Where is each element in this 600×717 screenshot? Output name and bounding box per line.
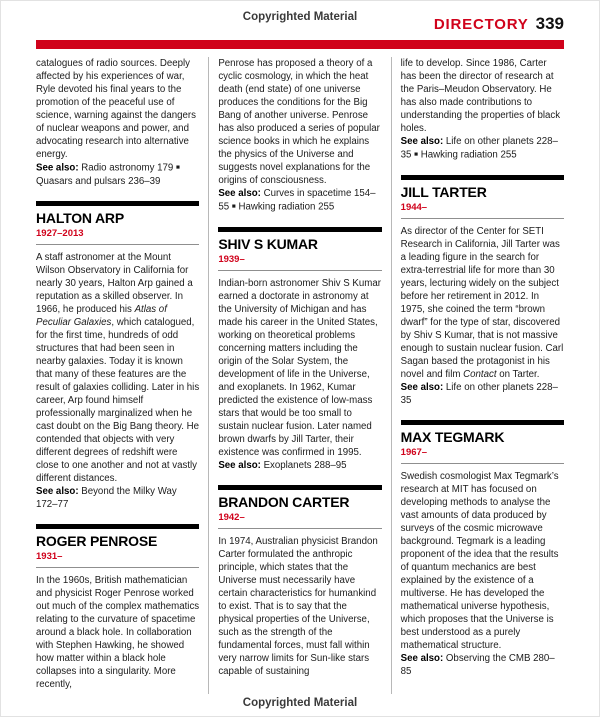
entry-header <box>36 201 199 239</box>
column-2 <box>208 57 390 694</box>
square-bullet-icon: ■ <box>414 151 419 158</box>
entry-text: Penrose has proposed a theory of a cyclic cosmology, in which the heat death (end state) of one universe produces the conditions for the Big Bang of another universe. Penrose has also produced a series of popular science books in which he explains the physics of the Universe and suggests novel explanations for the origins of consciousness. <box>218 58 380 186</box>
entry-name: SHIV S KUMAR <box>218 235 318 252</box>
directory-entry <box>36 201 199 511</box>
entry-name: BRANDON CARTER <box>218 493 350 510</box>
entry-text: Indian-born astronomer Shiv S Kumar earned a doctorate in astronomy at the University of Michigan and has made his career in the United States, working on theoretical problems concerning matters including the origin of the Solar System, the development of life in the Universe, and exoplanets. In 1962, Kumar predicted the existence of low-mass stars that would be too small to sustain nuclear fusion. Later named brown dwarfs by Jill Tarter, their existence was confirmed in 1995. <box>218 277 381 458</box>
square-bullet-icon: ■ <box>176 164 180 171</box>
entry-dates: 1967– <box>400 446 428 458</box>
entry-name: JILL TARTER <box>400 183 487 200</box>
entry-header <box>401 420 564 458</box>
entry-name: HALTON ARP <box>36 209 124 226</box>
entry-header <box>36 524 199 562</box>
entry-name: ROGER PENROSE <box>36 532 158 549</box>
see-also-line: See also: Observing the CMB 280–85 <box>400 652 555 677</box>
entry-dates: 1927–2013 <box>36 227 84 239</box>
entry-text: life to develop. Since 1986, Carter has been the director of research at the Paris–Meudon Observatory. He has also made contributions to understanding the properties of black holes. <box>400 58 561 134</box>
see-also-line: See also: Life on other planets 228–35 <box>400 381 558 406</box>
red-divider-bar <box>36 40 564 49</box>
see-also-line: See also: Exoplanets 288–95 <box>218 459 347 471</box>
copyright-notice-top: Copyrighted Material <box>242 11 358 23</box>
entry-rule <box>218 270 381 271</box>
square-bullet-icon: ■ <box>231 203 236 210</box>
see-also-line: See also: Curves in spacetime 154–55 ■ Hawking radiation 255 <box>218 188 376 213</box>
continuation-paragraph <box>218 57 381 214</box>
directory-entry <box>401 420 564 678</box>
entry-header <box>218 227 381 265</box>
entry-header <box>401 175 564 213</box>
entry-rule <box>401 218 564 219</box>
see-also-line: See also: Radio astronomy 179 ■ Quasars and pulsars 236–39 <box>36 162 180 187</box>
entry-header <box>218 485 381 523</box>
directory-entry <box>218 485 381 678</box>
copyright-notice-bottom: Copyrighted Material <box>242 697 358 709</box>
entry-dates: 1931– <box>36 550 63 562</box>
column-3 <box>391 57 564 694</box>
entry-dates: 1939– <box>218 253 245 265</box>
entry-text: catalogues of radio sources. Deeply affected by his experiences of war, Ryle devoted his final years to the promotion of the peaceful use of science, warning against the dangers of nuclear weapons and power, and advocating research into alternative energy. <box>36 58 196 160</box>
entry-text: In 1974, Australian physicist Brandon Carter formulated the anthropic principle, which states that the Universe must necessarily have certain characteristics for humankind to exist. That is to say that the physical properties of the Universe, such as the strength of the fundamental forces, must fall within very narrow limits for Sun-like stars capable of sustaining <box>218 535 378 677</box>
see-also-label: See also: <box>400 136 444 147</box>
page-number: 339 <box>535 14 564 33</box>
see-also-label: See also: <box>218 188 261 199</box>
continuation-paragraph <box>36 57 199 188</box>
directory-entry <box>36 524 199 691</box>
section-title: DIRECTORY <box>433 16 529 33</box>
see-also-label: See also: <box>36 162 79 174</box>
columns-container <box>36 57 564 694</box>
entry-dates: 1944– <box>400 201 428 213</box>
see-also-label: See also: <box>400 381 444 393</box>
entry-text: A staff astronomer at the Mount Wilson Observatory in California for nearly 30 years, Halton Arp gained a reputation as a skilled observer. In 1966, he produced his Atlas of Peculiar Galaxies, which catalogued, for the first time, hundreds of odd structures that had been seen in nearby galaxies. Today it is known that many of these features are the result of galaxies colliding. Later in his career, Arp found himself professionally marginalized when he cast doubt on the Big Bang theory. He contended that objects with very different degrees of redshift were close to one another and not at vastly different distances. <box>36 251 200 484</box>
see-also-label: See also: <box>36 485 79 497</box>
directory-entry <box>218 227 381 472</box>
entry-rule <box>36 567 199 568</box>
entry-text: In the 1960s, British mathematician and physicist Roger Penrose worked out much of the complex mathematics relating to the curvature of spacetime around a black hole. In collaboration with Stephen Hawking, he showed how matter within a black hole collapses into a singularity. More recently, <box>36 574 200 690</box>
see-also-line: See also: Beyond the Milky Way 172–77 <box>36 485 177 510</box>
entry-text: As director of the Center for SETI Research in California, Jill Tarter was a leading figure in the search for extra-terrestrial life for more than 30 years, lecturing widely on the subject before her retirement in 2012. In 1975, she coined the term “brown dwarf” for the type of star, discovered by Shiv S Kumar, that is not massive enough to sustain nuclear fusion. Carl Sagan based the protagonist in his novel and film Contact on Tarter. <box>400 225 564 380</box>
see-also-line: See also: Life on other planets 228–35 ■ Hawking radiation 255 <box>400 136 558 161</box>
page-header <box>434 14 564 34</box>
entry-rule <box>36 244 199 245</box>
entry-text: Swedish cosmologist Max Tegmark’s research at MIT has focused on developing methods to analyse the vast amounts of data produced by surveys of the cosmic microwave background. Tegmark is a leading proponent of the idea that the results of quantum mechanics are best explained by the existence of a multiverse. He has developed the mathematical universe hypothesis, which proposes that the Universe is best understood as a purely mathematical structure. <box>400 470 559 651</box>
entry-rule <box>218 528 381 529</box>
directory-entry <box>401 175 564 407</box>
see-also-label: See also: <box>218 459 261 471</box>
entry-dates: 1942– <box>218 511 245 523</box>
column-1 <box>36 57 208 694</box>
see-also-label: See also: <box>400 652 444 664</box>
entry-rule <box>401 463 564 464</box>
continuation-paragraph <box>401 57 564 162</box>
entry-name: MAX TEGMARK <box>400 428 505 445</box>
